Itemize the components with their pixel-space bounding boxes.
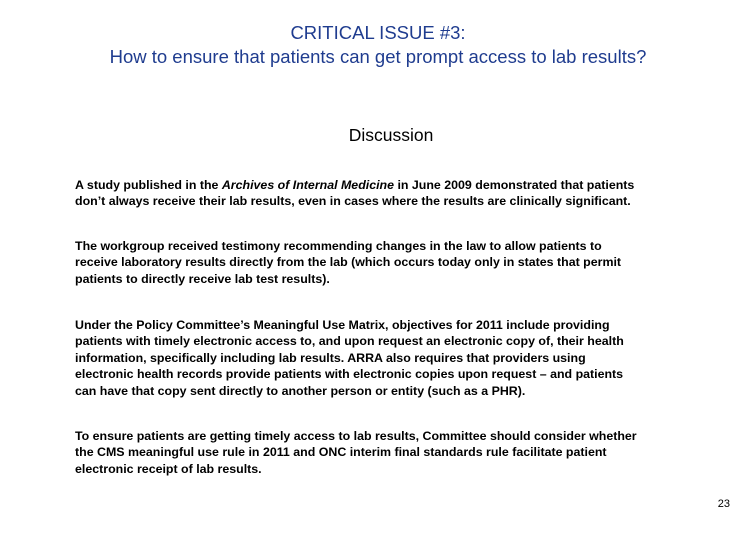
paragraph-testimony: The workgroup received testimony recommending changes in the law to allow patients to receive laboratory results directly from the lab (which occurs today only in states that permit patients to directly receive lab test results). bbox=[75, 239, 622, 286]
paragraph-recommendation: To ensure patients are getting timely access to lab results, Committee should consider whether the CMS meaningful use rule in 2011 and ONC interim final standards rule facilitate patient electronic receipt of lab results. bbox=[75, 429, 637, 476]
paragraph-study-text-2: in June 2009 demonstrated that patients don’t always receive their lab results, even in cases where the results are clinically significant. bbox=[75, 178, 635, 209]
page-number: 23 bbox=[717, 498, 730, 510]
journal-title: Archives of Internal Medicine bbox=[221, 178, 394, 192]
paragraph-study bbox=[75, 177, 725, 210]
paragraph-study-text-1: A study published in the bbox=[75, 178, 222, 192]
slide-title-line-2: How to ensure that patients can get prompt access to lab results? bbox=[109, 46, 647, 67]
discussion-heading: Discussion bbox=[348, 125, 434, 145]
paragraph-meaningful-use: Under the Policy Committee’s Meaningful Use Matrix, objectives for 2011 include providing patients with timely electronic access to, and upon request an electronic copy of, their health information, specifically including lab results. ARRA also requires that providers using electronic health records provide patients with electronic copies upon request – and patients can have that copy sent directly to another person or entity (such as a PHR). bbox=[75, 318, 624, 398]
slide-title-line-1: CRITICAL ISSUE #3: bbox=[290, 22, 466, 43]
